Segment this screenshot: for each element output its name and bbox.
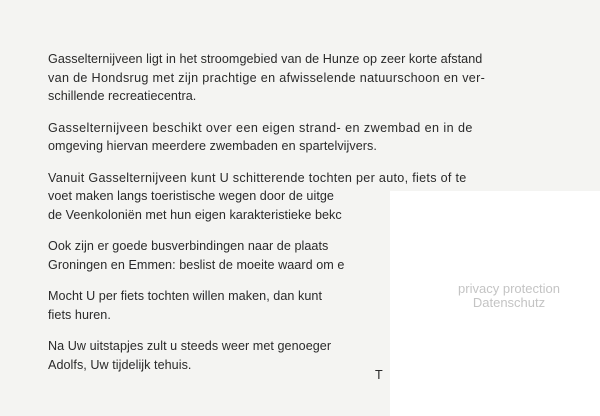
text-line: voet maken langs toeristische wegen door de uitge: [48, 189, 334, 203]
text-line: Vanuit Gasselternijveen kunt U schitterende tochten per auto, fiets of te: [48, 170, 467, 185]
text-line: Adolfs, Uw tijdelijk tehuis.: [48, 357, 192, 372]
text-line: de Veenkoloniën met hun eigen karakteristieke bekc: [48, 207, 342, 222]
privacy-watermark: [429, 282, 589, 310]
text-line: van de Hondsrug met zijn prachtige en afwisselende natuurschoon en ver-: [48, 70, 486, 85]
text-line: Gasselternijveen ligt in het stroomgebied van de Hunze op zeer korte afstand: [48, 52, 483, 66]
text-line: Groningen en Emmen: beslist de moeite waard om e: [48, 257, 345, 272]
text-line: Na Uw uitstapjes zult u steeds weer met genoeger: [48, 339, 332, 353]
watermark-line-1: privacy protection: [458, 281, 560, 296]
text-line: omgeving hiervan meerdere zwembaden en spartelvijvers.: [48, 139, 377, 153]
signature-fragment: T: [375, 368, 383, 382]
text-line: Mocht U per fiets tochten willen maken, dan kunt: [48, 289, 323, 303]
paragraph-swimming: [48, 119, 544, 156]
watermark-line-2: Datenschutz: [472, 295, 546, 310]
paragraph-location: [48, 50, 544, 106]
text-line: Ook zijn er goede busverbindingen naar de plaats: [48, 239, 329, 253]
text-line: schillende recreatiecentra.: [48, 89, 197, 103]
text-line: fiets huren.: [48, 307, 111, 322]
text-line: Gasselternijveen beschikt over een eigen strand- en zwembad en in de: [48, 120, 473, 135]
